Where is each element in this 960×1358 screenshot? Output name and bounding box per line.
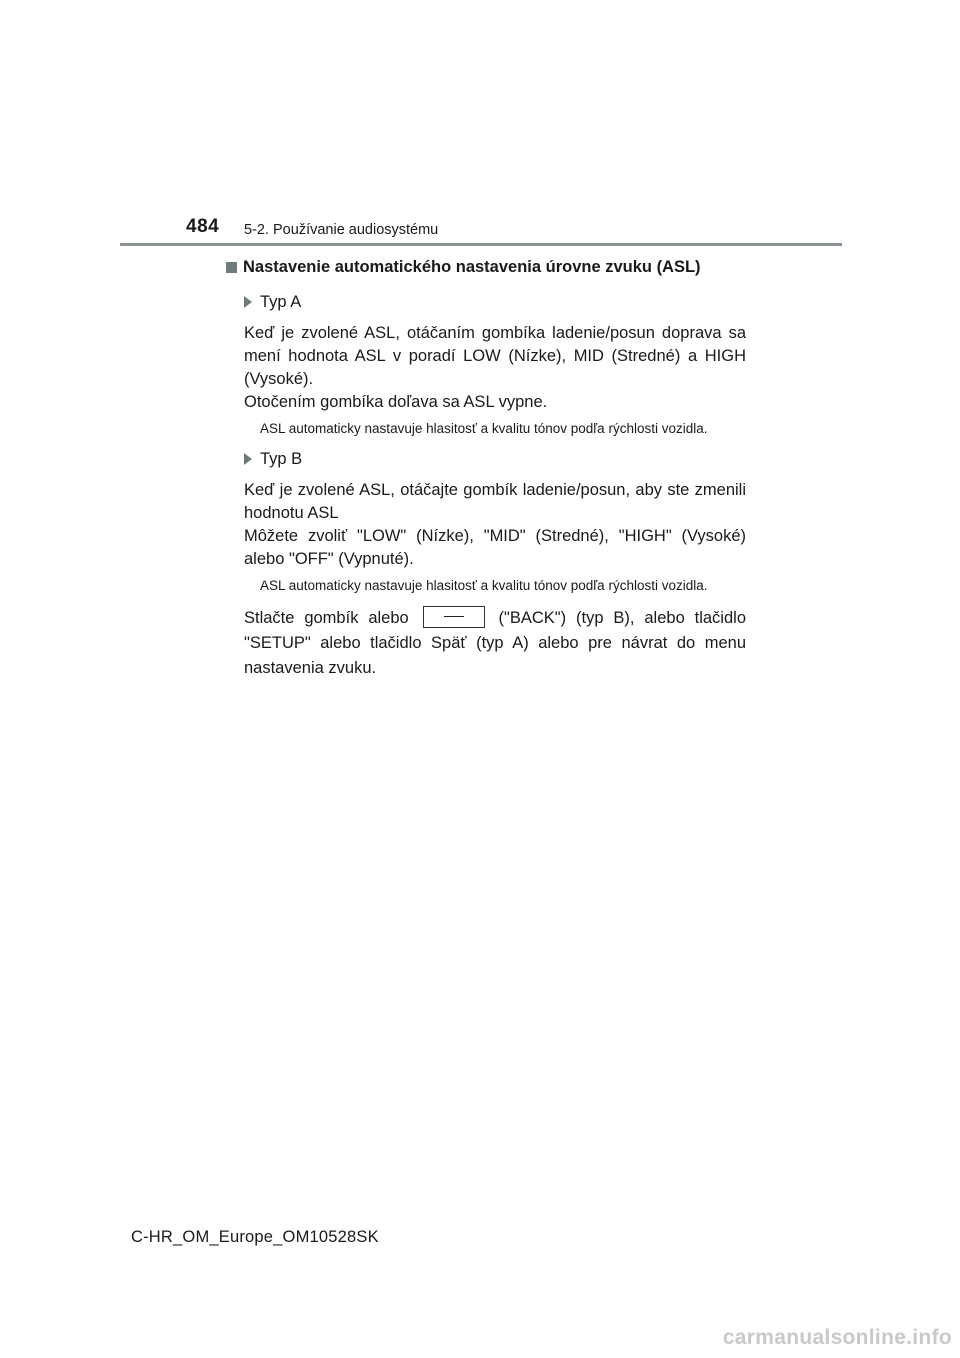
type-b-note: ASL automaticky nastavuje hlasitosť a kvalitu tónov podľa rýchlosti vozidla. (260, 578, 708, 593)
section-title: 5-2. Používanie audiosystému (244, 222, 439, 238)
type-a-note: ASL automaticky nastavuje hlasitosť a kvalitu tónov podľa rýchlosti vozidla. (260, 421, 708, 436)
type-a-body (244, 322, 746, 414)
square-bullet-icon (226, 262, 237, 273)
footer-doc-id: C-HR_OM_Europe_OM10528SK (131, 1228, 379, 1246)
type-b-label (244, 447, 746, 471)
triangle-bullet-icon (244, 296, 252, 308)
type-b-label-text: Typ B (260, 450, 303, 468)
type-a-label (244, 290, 746, 314)
header-divider (120, 243, 842, 246)
back-button-icon (423, 606, 485, 628)
final-instruction-after: ("BACK") (typ B), alebo tlačidlo "SETUP" alebo tlačidlo Späť (typ A) alebo pre návrat do menu nastavenia zvuku. (244, 609, 746, 677)
main-content (226, 254, 746, 681)
type-b-paragraph-2: Môžete zvoliť "LOW" (Nízke), "MID" (Stredné), "HIGH" (Vysoké) alebo "OFF" (Vypnuté). (244, 527, 746, 568)
final-instruction-before: Stlačte gombík alebo (244, 609, 409, 627)
section-heading-text: Nastavenie automatického nastavenia úrovne zvuku (ASL) (243, 258, 701, 276)
watermark: carmanualsonline.info (722, 1326, 952, 1349)
triangle-bullet-icon (244, 453, 252, 465)
type-a-label-text: Typ A (260, 293, 302, 311)
section-heading (226, 254, 746, 280)
type-b-body (244, 479, 746, 571)
page-number: 484 (186, 216, 220, 237)
type-a-paragraph-1: Keď je zvolené ASL, otáčaním gombíka ladenie/posun doprava sa mení hodnota ASL v poradí LOW (Nízke), MID (Stredné) a HIGH (Vysoké). (244, 324, 746, 388)
type-b-paragraph-1: Keď je zvolené ASL, otáčajte gombík ladenie/posun, aby ste zmenili hodnotu ASL (244, 481, 746, 522)
type-a-paragraph-2: Otočením gombíka doľava sa ASL vypne. (244, 393, 548, 411)
final-instruction (244, 606, 746, 681)
page-header (0, 0, 960, 250)
